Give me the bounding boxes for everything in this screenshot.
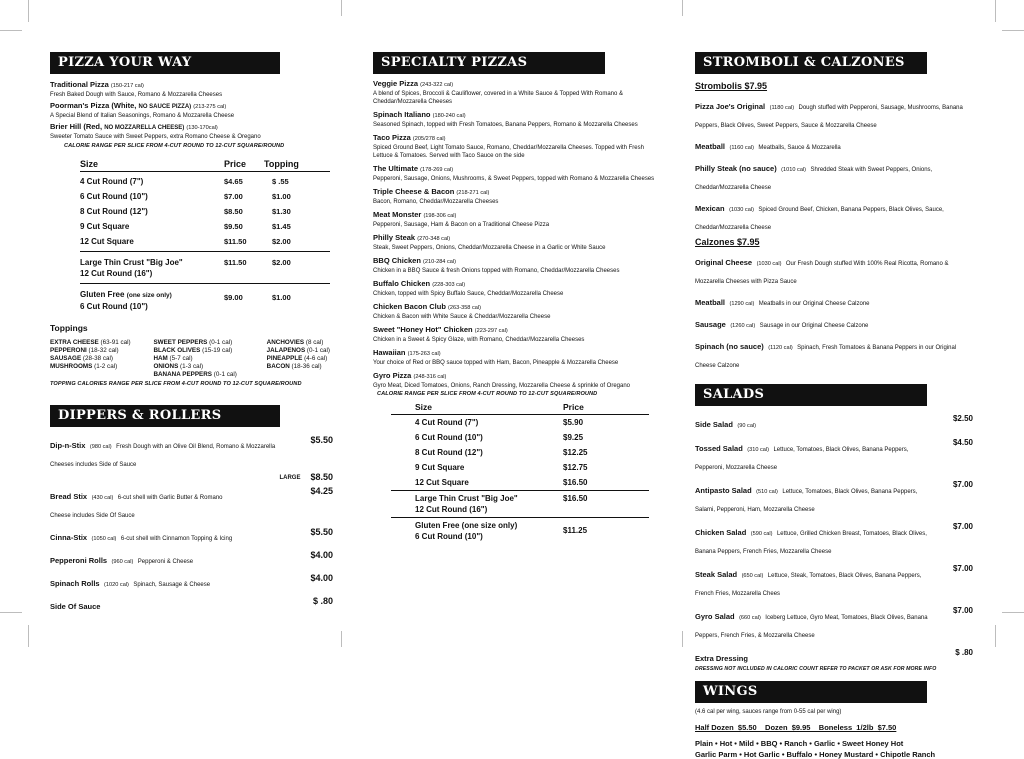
dipper-text <box>50 550 193 568</box>
pizza-calories: (150-217 cal) <box>110 83 144 89</box>
stromboli-item <box>695 136 973 154</box>
dipper-item <box>50 573 333 591</box>
pizza-calories: (130-170cal) <box>186 125 218 131</box>
specialty-name: Veggie Pizza <box>373 79 419 88</box>
specialty-name: Buffalo Chicken <box>373 279 431 288</box>
wings-header: WINGS <box>695 681 927 703</box>
stromboli-calories: (1030 cal) <box>729 207 754 213</box>
specialty-item <box>373 133 658 160</box>
salad-item <box>695 414 973 432</box>
price-cell: $12.25 <box>563 448 588 457</box>
dipper-description: 6-cut shell with Cinnamon Topping & Icing <box>120 536 233 542</box>
salads-list <box>695 414 973 672</box>
pizza-description: Sweeter Tomato Sauce with Sweet Peppers, extra Romano Cheese & Oregano <box>50 134 261 140</box>
size-line: Gluten Free <box>80 290 125 299</box>
specialty-calories: (228-303 cal) <box>432 282 466 288</box>
calzones-list <box>695 252 973 372</box>
dipper-price: $8.50 <box>310 472 333 482</box>
topping-item: SAUSAGE (28-38 cal) <box>50 355 113 362</box>
pizza-item <box>50 101 335 120</box>
price-cell: $16.50 <box>563 494 588 503</box>
calzone-calories: (1030 cal) <box>756 261 782 267</box>
salad-name: Antipasto Salad <box>695 486 752 495</box>
size-cell <box>391 493 563 515</box>
specialty-item <box>373 79 658 106</box>
dipper-text <box>50 527 232 545</box>
calzone-calories: (1260 cal) <box>730 323 756 329</box>
size-header: Size <box>80 159 99 169</box>
specialty-pizzas-header: SPECIALTY PIZZAS <box>373 52 605 74</box>
price-cell: $11.50 <box>224 258 247 267</box>
fold-mark <box>341 631 342 647</box>
dipper-calories: (430 cal) <box>91 495 114 501</box>
table-header <box>80 158 330 170</box>
dipper-price: $4.00 <box>310 550 333 560</box>
salad-description: Lettuce, Tomatoes, Black Olives, Banana Peppers, Salami, Pepperoni, Ham, Mozzarella Cheese <box>695 489 918 513</box>
calzone-description: Spinach, Fresh Tomatoes & Banana Peppers in our Original Cheese Calzone <box>695 345 957 369</box>
large-label: LARGE <box>279 475 301 481</box>
dipper-item <box>50 596 333 614</box>
pizza-name: Brier Hill (Red, <box>50 122 103 131</box>
pizza-your-way-header: PIZZA YOUR WAY <box>50 52 280 74</box>
specialty-item <box>373 233 658 252</box>
crop-mark <box>1002 612 1024 613</box>
specialty-calories: (198-306 cal) <box>423 213 457 219</box>
specialty-description: Seasoned Spinach, topped with Fresh Tomatoes, Banana Peppers, Romano & Mozzarella Cheeses <box>373 122 638 128</box>
salad-price: $ .80 <box>955 648 973 657</box>
salad-name: Tossed Salad <box>695 444 743 453</box>
topping-item: SWEET PEPPERS (0-1 cal) <box>153 339 233 346</box>
specialty-description: Your choice of Red or BBQ sauce topped with Ham, Bacon, Pineapple & Mozzarella Cheese <box>373 360 619 366</box>
table-row <box>391 447 649 458</box>
table-row-gluten-free <box>80 289 330 312</box>
specialty-description: Chicken, topped with Spicy Buffalo Sauce, Cheddar/Mozzarella Cheese <box>373 291 564 297</box>
topping-item: JALAPENOS (0-1 cal) <box>266 347 331 354</box>
size-line: 12 Cut Round (16") <box>415 505 488 514</box>
salads-header: SALADS <box>695 384 927 406</box>
size-cell: 12 Cut Square <box>80 237 134 246</box>
topping-item: EXTRA CHEESE (63-91 cal) <box>50 339 131 346</box>
topping-item: MUSHROOMS (1-2 cal) <box>50 363 118 370</box>
topping-item: BLACK OLIVES (15-19 cal) <box>153 347 233 354</box>
fold-mark <box>341 0 342 16</box>
topping-header: Topping <box>264 159 299 169</box>
topping-cell: $1.45 <box>272 222 291 231</box>
salad-description: Lettuce, Grilled Chicken Breast, Tomatoes, Black Olives, Banana Peppers, French Fries, Mozzarella Cheese <box>695 531 927 555</box>
specialty-item <box>373 279 658 298</box>
specialty-name: Gyro Pizza <box>373 371 412 380</box>
price-cell: $11.25 <box>563 526 588 535</box>
size-cell: 6 Cut Round (10") <box>415 433 483 442</box>
calzone-description: Our Fresh Dough stuffed With 100% Real Ricotta, Romano & Mozzarella Cheeses with Pizza Sauce <box>695 261 949 285</box>
size-cell <box>391 520 563 542</box>
dipper-large-row <box>50 472 333 482</box>
topping-item: ANCHOVIES (8 cal) <box>266 339 324 346</box>
toppings-grid <box>50 339 335 379</box>
divider <box>391 414 649 415</box>
calzone-description: Sausage in our Original Cheese Calzone <box>759 323 869 329</box>
salad-item <box>695 648 973 666</box>
stromboli-item <box>695 158 973 194</box>
stromboli-calories: (1160 cal) <box>729 145 754 151</box>
fold-mark <box>682 0 683 16</box>
stromboli-item <box>695 96 973 132</box>
size-cell: 9 Cut Square <box>80 222 130 231</box>
size-cell: 12 Cut Square <box>415 478 469 487</box>
specialty-description: Pepperoni, Sausage, Onions, Mushrooms, & Sweet Peppers, topped with Romano & Mozzarella Cheeses <box>373 176 655 182</box>
topping-item: ONIONS (1-3 cal) <box>153 363 204 370</box>
specialty-calories: (180-240 cal) <box>432 113 466 119</box>
specialty-name: Triple Cheese & Bacon <box>373 187 455 196</box>
stromboli-calories: (1010 cal) <box>781 167 807 173</box>
calzone-item <box>695 292 973 310</box>
pizza-item <box>50 80 335 99</box>
stromboli-description: Dough stuffed with Pepperoni, Sausage, Mushrooms, Banana Peppers, Black Olives, Sweet Peppers, Sauce & Mozzarella Cheese <box>695 105 963 129</box>
table-row <box>391 417 649 428</box>
specialty-description: Spiced Ground Beef, Light Tomato Sauce, Romano, Cheddar/Mozzarella Cheeses. Topped with Fresh Lettuce & Tomatoes. Served with Taco Sauce on the side <box>373 145 644 159</box>
size-line: Large Thin Crust "Big Joe" <box>415 494 518 503</box>
salad-description: Iceberg Lettuce, Gyro Meat, Tomatoes, Black Olives, Banana Peppers, French Fries, & Mozzarella Cheese <box>695 615 928 639</box>
specialty-calories: (270-348 cal) <box>417 236 451 242</box>
pizza-name: Poorman's Pizza (White, <box>50 101 137 110</box>
topping-cell: $1.30 <box>272 207 291 216</box>
toppings-column <box>50 339 153 379</box>
table-row <box>80 236 330 247</box>
topping-cell: $1.00 <box>272 192 291 201</box>
divider <box>80 283 330 284</box>
price-cell: $9.00 <box>224 293 243 302</box>
salad-calories: (660 cal) <box>739 615 761 621</box>
price-cell: $12.75 <box>563 463 588 472</box>
topping-item: PEPPERONI (18-32 cal) <box>50 347 119 354</box>
divider <box>391 490 649 491</box>
specialty-name: Taco Pizza <box>373 133 411 142</box>
right-column <box>695 52 973 759</box>
crop-mark <box>28 625 29 647</box>
table-row-big-joe <box>391 493 649 515</box>
dipper-price: $4.00 <box>310 573 333 583</box>
divider <box>80 251 330 252</box>
specialty-description: Bacon, Romano, Cheddar/Mozzarella Cheeses <box>373 199 499 205</box>
specialty-item <box>373 348 658 367</box>
salad-name: Side Salad <box>695 420 733 429</box>
size-cell: 8 Cut Round (12") <box>80 207 148 216</box>
specialty-calories: (205/278 cal) <box>412 136 446 142</box>
stromboli-description: Shredded Steak with Sweet Peppers, Onions, Cheddar/Mozzarella Cheese <box>695 167 933 191</box>
stromboli-description: Spiced Ground Beef, Chicken, Banana Peppers, Black Olives, Sauce, Cheddar/Mozzarella Cheese <box>695 207 944 231</box>
topping-item: BANANA PEPPERS (0-1 cal) <box>153 371 237 378</box>
calzone-description: Meatballs in our Original Cheese Calzone <box>758 301 870 307</box>
dipper-text <box>50 573 210 591</box>
pizza-note: NO SAUCE PIZZA) <box>138 104 192 110</box>
pizza-list <box>50 80 335 141</box>
toppings-title: Toppings <box>50 323 88 333</box>
topping-cell: $2.00 <box>272 237 291 246</box>
dipper-name: Side Of Sauce <box>50 602 101 611</box>
table-row <box>391 477 649 488</box>
crop-mark <box>1002 30 1024 31</box>
size-cell <box>80 257 224 279</box>
stromboli-name: Pizza Joe's Original <box>695 102 766 111</box>
salad-calories: (590 cal) <box>750 531 773 537</box>
wings-flavors: Garlic Parm • Hot Garlic • Buffalo • Honey Mustard • Chipotle Ranch <box>695 750 936 759</box>
dippers-list <box>50 435 333 614</box>
size-cell <box>80 289 224 312</box>
dipper-price: $ .80 <box>312 596 333 606</box>
salad-description: Lettuce, Tomatoes, Black Olives, Banana Peppers, Pepperoni, Mozzarella Cheese <box>695 447 909 471</box>
salad-price: $7.00 <box>952 522 973 531</box>
dipper-calories: (960 cal) <box>111 559 134 565</box>
table-row-gluten-free <box>391 520 649 542</box>
calzone-name: Sausage <box>695 320 726 329</box>
salad-calories: (650 cal) <box>741 573 764 579</box>
size-line: 12 Cut Round (16") <box>80 269 153 278</box>
wings-flavors: Plain • Hot • Mild • BBQ • Ranch • Garlic • Sweet Honey Hot <box>695 739 904 748</box>
salad-item <box>695 438 973 474</box>
salad-name: Chicken Salad <box>695 528 747 537</box>
dipper-price: $4.25 <box>310 486 333 496</box>
specialty-calories: (243-322 cal) <box>420 82 454 88</box>
calzone-name: Original Cheese <box>695 258 753 267</box>
crop-mark <box>995 0 996 22</box>
specialty-calories: (218-271 cal) <box>456 190 490 196</box>
specialty-name: Hawaiian <box>373 348 406 357</box>
specialty-description: Chicken in a Sweet & Spicy Glaze, with Romano, Cheddar/Mozzarella Cheeses <box>373 337 585 343</box>
salad-item <box>695 522 973 558</box>
salad-item <box>695 480 973 516</box>
price-cell: $9.25 <box>563 433 584 442</box>
calzone-item <box>695 252 973 288</box>
crop-mark <box>0 30 22 31</box>
table-row <box>391 432 649 443</box>
dipper-item <box>50 435 333 471</box>
table-row <box>391 462 649 473</box>
divider <box>391 517 649 518</box>
specialty-item <box>373 187 658 206</box>
pizza-calories: (213-275 cal) <box>193 104 227 110</box>
calzone-item <box>695 336 973 372</box>
salad-price: $7.00 <box>952 606 973 615</box>
calzone-name: Meatball <box>695 298 726 307</box>
specialty-item <box>373 164 658 183</box>
calzone-calories: (1290 cal) <box>729 301 755 307</box>
dipper-text <box>50 596 100 614</box>
dipper-item <box>50 550 333 568</box>
table-row <box>80 221 330 232</box>
specialty-list <box>373 79 658 390</box>
middle-column <box>373 52 658 542</box>
stromboli-name: Mexican <box>695 204 725 213</box>
specialty-name: Chicken Bacon Club <box>373 302 446 311</box>
table-header <box>391 402 649 413</box>
salad-calories: (90 cal) <box>737 423 757 429</box>
pizza-description: A Special Blend of Italian Seasonings, Romano & Mozzarella Cheese <box>50 113 235 119</box>
dipper-price: $5.50 <box>310 527 333 537</box>
dipper-name: Pepperoni Rolls <box>50 556 108 565</box>
wings-note: (4.6 cal per wing, sauces range from 0-55 cal per wing) <box>695 709 842 715</box>
salad-name: Extra Dressing <box>695 654 748 663</box>
specialty-name: Philly Steak <box>373 233 416 242</box>
dipper-price: $5.50 <box>310 435 333 445</box>
specialty-calories: (178-269 cal) <box>420 167 454 173</box>
pizza-item <box>50 122 335 141</box>
salad-price: $4.50 <box>952 438 973 447</box>
specialty-item <box>373 302 658 321</box>
stromboli-description: Meatballs, Sauce & Mozzarella <box>758 145 841 151</box>
dipper-name: Cinna-Stix <box>50 533 88 542</box>
price-cell: $11.50 <box>224 237 247 246</box>
price-cell: $9.50 <box>224 222 243 231</box>
toppings-section <box>50 324 335 387</box>
dipper-calories: (1020 cal) <box>104 582 129 588</box>
salad-name: Steak Salad <box>695 570 738 579</box>
toppings-column <box>153 339 266 379</box>
crop-mark <box>0 612 22 613</box>
dipper-description: Pepperoni & Cheese <box>137 559 194 565</box>
calzones-title: Calzones $7.95 <box>695 237 760 247</box>
salad-price: $7.00 <box>952 564 973 573</box>
size-line: Gluten Free (one size only) <box>415 521 518 530</box>
crop-mark <box>28 0 29 22</box>
price-cell: $16.50 <box>563 478 588 487</box>
specialty-description: Gyro Meat, Diced Tomatoes, Onions, Ranch Dressing, Mozzarella Cheese & sprinkle of Oregano <box>373 383 631 389</box>
stromboli-item <box>695 198 973 234</box>
table-row <box>80 191 330 202</box>
specialty-name: Meat Monster <box>373 210 422 219</box>
specialty-description: A blend of Spices, Broccoli & Cauliflower, covered in a White Sauce & Topped With Romano & Cheddar/Mozzarella Cheeses <box>373 91 624 105</box>
price-header: Price <box>224 159 247 169</box>
salad-price: $7.00 <box>952 480 973 489</box>
dipper-description: 6-cut shell with Garlic Butter & Romano Cheese includes Side Of Sauce <box>50 495 223 519</box>
price-cell: $4.65 <box>224 177 243 186</box>
stromboli-calories: (1180 cal) <box>769 105 795 111</box>
pizza-size-table <box>80 158 330 312</box>
size-line: 6 Cut Round (10") <box>80 302 148 311</box>
pizza-description: Fresh Baked Dough with Sauce, Romano & Mozzarella Cheeses <box>50 92 223 98</box>
size-header: Size <box>415 402 433 412</box>
dippers-rollers-header: DIPPERS & ROLLERS <box>50 405 280 427</box>
specialty-item <box>373 325 658 344</box>
dipper-name: Bread Stix <box>50 492 88 501</box>
dipper-description: Fresh Dough with an Olive Oil Blend, Romano & Mozzarella Cheeses includes Side of Sauce <box>50 444 276 468</box>
topping-item: PINEAPPLE (4-6 cal) <box>266 355 328 362</box>
dipper-calories: (980 cal) <box>89 444 112 450</box>
salad-calories: (510 cal) <box>756 489 778 495</box>
specialty-name: Sweet "Honey Hot" Chicken <box>373 325 473 334</box>
price-header: Price <box>563 402 584 412</box>
crop-mark <box>995 625 996 647</box>
stromboli-title: Strombolis $7.95 <box>695 81 768 91</box>
salad-name: Gyro Salad <box>695 612 735 621</box>
specialty-description: Pepperoni, Sausage, Ham & Bacon on a Traditional Cheese Pizza <box>373 222 550 228</box>
topping-item: HAM (5-7 cal) <box>153 355 193 362</box>
specialty-calories: (223-297 cal) <box>474 328 508 334</box>
size-line: 6 Cut Round (10") <box>415 532 483 541</box>
stromboli-list <box>695 96 973 234</box>
salad-description: Lettuce, Steak, Tomatoes, Black Olives, Banana Peppers, French Fries, Mozzarella Chees <box>695 573 922 597</box>
size-cell: 4 Cut Round (7") <box>415 418 479 427</box>
specialty-description: Chicken & Bacon with White Sauce & Cheddar/Mozzarella Cheese <box>373 314 551 320</box>
topping-cell: $1.00 <box>272 293 291 302</box>
salad-item <box>695 606 973 642</box>
size-line: Large Thin Crust "Big Joe" <box>80 258 183 267</box>
topping-cell: $2.00 <box>272 258 291 267</box>
stromboli-calzones-header: STROMBOLI & CALZONES <box>695 52 927 74</box>
specialty-description: Chicken in a BBQ Sauce & fresh Onions topped with Romano, Cheddar/Mozzarella Cheeses <box>373 268 620 274</box>
dipper-name: Spinach Rolls <box>50 579 100 588</box>
dipper-calories: (1050 cal) <box>91 536 117 542</box>
salad-calories: (310 cal) <box>747 447 770 453</box>
specialty-calories: (248-316 cal) <box>413 374 447 380</box>
topping-item: BACON (18-36 cal) <box>266 363 322 370</box>
dressing-note: DRESSING NOT INCLUDED IN CALORIC COUNT REFER TO PACKET OR ASK FOR MORE INFO <box>695 666 937 672</box>
dipper-text <box>50 435 295 471</box>
specialty-name: BBQ Chicken <box>373 256 421 265</box>
pizza-note: NO MOZZARELLA CHEESE) <box>104 125 185 131</box>
dipper-item <box>50 527 333 545</box>
salad-item <box>695 564 973 600</box>
stromboli-name: Meatball <box>695 142 726 151</box>
topping-cell: $ .55 <box>272 177 289 186</box>
calzone-name: Spinach (no sauce) <box>695 342 764 351</box>
dipper-name: Dip-n-Stix <box>50 441 86 450</box>
size-cell: 6 Cut Round (10") <box>80 192 148 201</box>
size-note: (one size only) <box>126 292 172 299</box>
specialty-item <box>373 256 658 275</box>
specialty-item <box>373 110 658 129</box>
wings-prices: Half Dozen $5.50 Dozen $9.95 Boneless 1/2lb $7.50 <box>695 723 897 732</box>
specialty-calories: (175-263 cal) <box>407 351 441 357</box>
table-row <box>80 176 330 187</box>
calorie-note: CALORIE RANGE PER SLICE FROM 4-CUT ROUND TO 12-CUT SQUARE/ROUND <box>377 391 598 397</box>
dipper-text <box>50 486 230 522</box>
stromboli-name: Philly Steak (no sauce) <box>695 164 777 173</box>
size-cell: 8 Cut Round (12") <box>415 448 483 457</box>
calorie-note: CALORIE RANGE PER SLICE FROM 4-CUT ROUND TO 12-CUT SQUARE/ROUND <box>64 143 285 149</box>
divider <box>80 171 330 172</box>
salad-price: $2.50 <box>952 414 973 423</box>
specialty-size-table <box>391 402 649 542</box>
size-cell: 4 Cut Round (7") <box>80 177 144 186</box>
specialty-calories: (263-358 cal) <box>448 305 481 311</box>
specialty-name: The Ultimate <box>373 164 419 173</box>
calzone-item <box>695 314 973 332</box>
specialty-item <box>373 210 658 229</box>
fold-mark <box>682 631 683 647</box>
toppings-column <box>267 339 335 379</box>
specialty-description: Steak, Sweet Peppers, Onions, Cheddar/Mozzarella Cheese in a Garlic or White Sauce <box>373 245 606 251</box>
price-cell: $7.00 <box>224 192 243 201</box>
price-cell: $8.50 <box>224 207 243 216</box>
pizza-name: Traditional Pizza <box>50 80 109 89</box>
table-row <box>80 206 330 217</box>
size-cell: 9 Cut Square <box>415 463 465 472</box>
left-column <box>50 52 335 619</box>
calzone-calories: (1120 cal) <box>768 345 793 351</box>
dipper-item <box>50 486 333 522</box>
price-cell: $5.90 <box>563 418 584 427</box>
topping-calorie-note: TOPPING CALORIES RANGE PER SLICE FROM 4-CUT ROUND TO 12-CUT SQUARE/ROUND <box>50 381 302 387</box>
dipper-description: Spinach, Sausage & Cheese <box>133 582 211 588</box>
specialty-item <box>373 371 658 390</box>
specialty-calories: (210-284 cal) <box>423 259 456 265</box>
table-row-big-joe <box>80 257 330 279</box>
specialty-name: Spinach Italiano <box>373 110 431 119</box>
